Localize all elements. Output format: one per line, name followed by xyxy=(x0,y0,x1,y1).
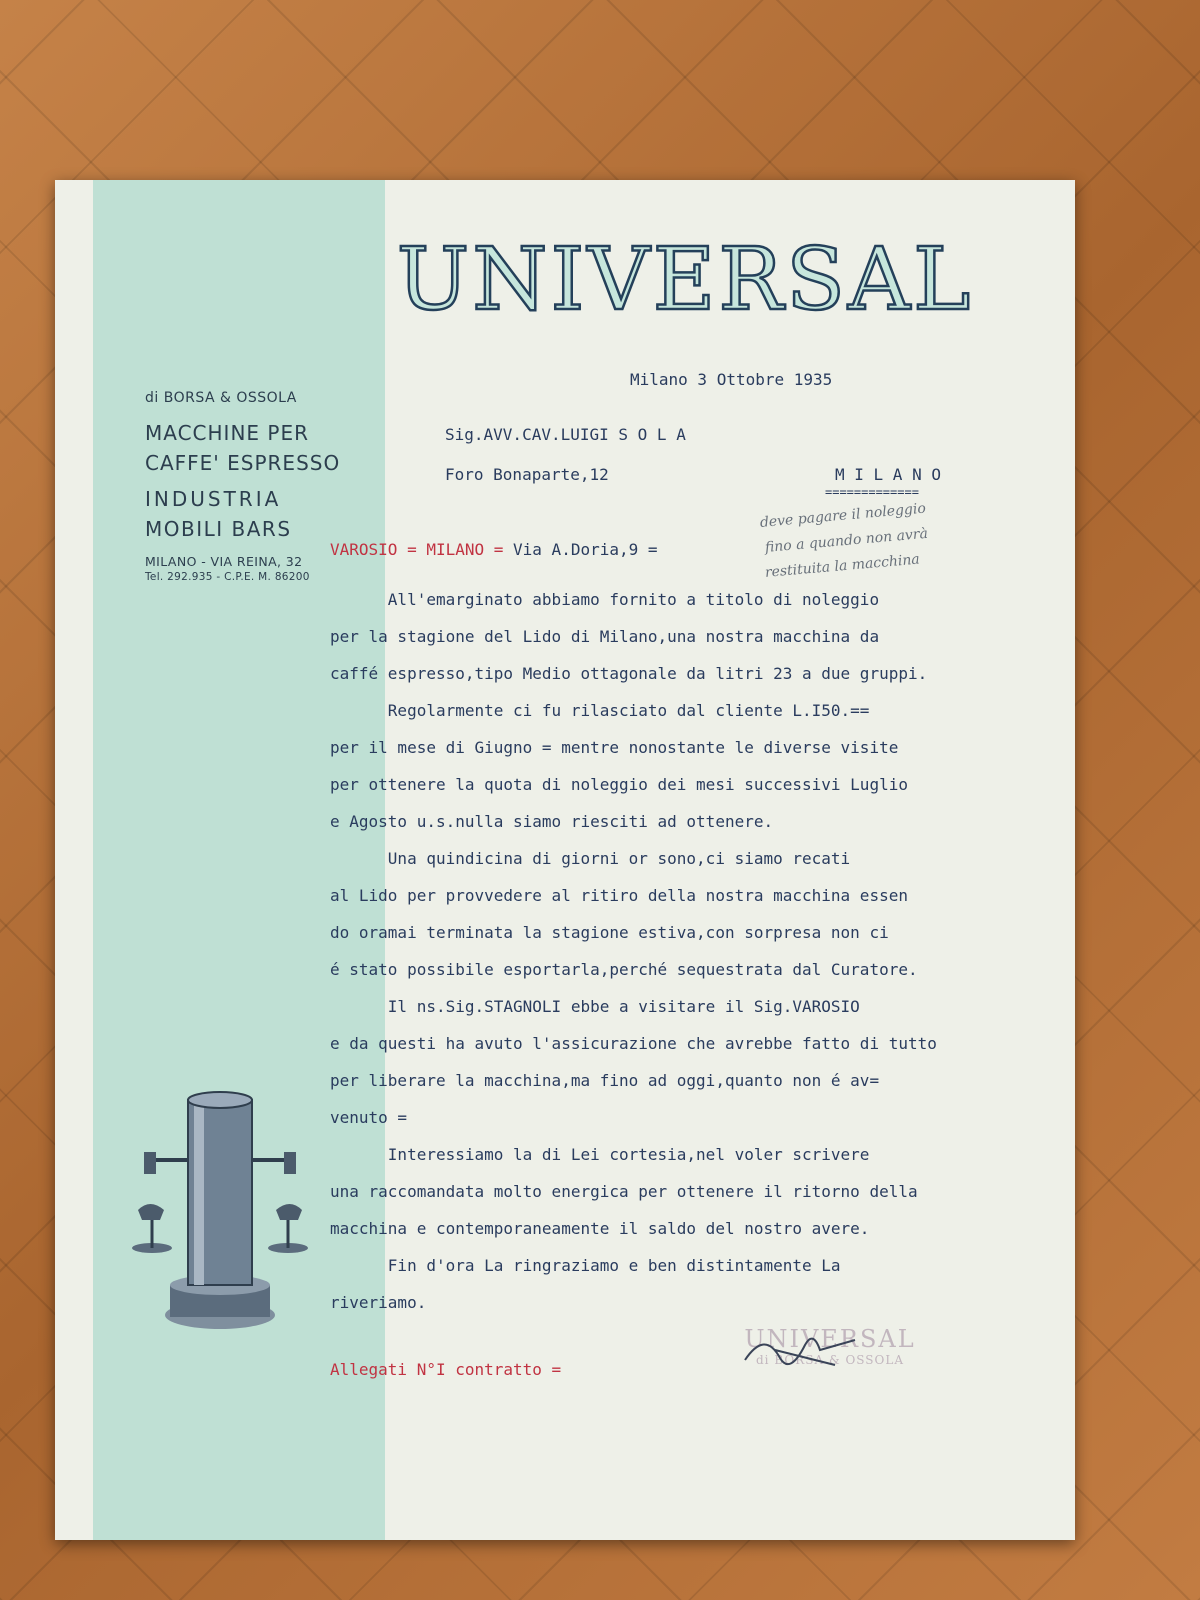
addressee-name: Sig.AVV.CAV.LUIGI S O L A xyxy=(445,425,686,444)
company-line-4: MOBILI BARS xyxy=(145,517,292,541)
subject-client: VAROSIO = MILANO = xyxy=(330,540,504,559)
letter-body-line: Fin d'ora La ringraziamo e ben distintamente La xyxy=(330,1256,841,1275)
letter-sheet xyxy=(55,180,1075,1540)
letter-body-line: al Lido per provvedere al ritiro della nostra macchina essen xyxy=(330,886,908,905)
letter-body-line: e Agosto u.s.nulla siamo riesciti ad ottenere. xyxy=(330,812,774,831)
company-line-2: CAFFE' ESPRESSO xyxy=(145,451,341,475)
letter-body-line: All'emarginato abbiamo fornito a titolo di noleggio xyxy=(330,590,880,609)
brand-logo: UNIVERSAL xyxy=(396,230,974,330)
subject-line xyxy=(330,540,658,559)
company-proprietor: di BORSA & OSSOLA xyxy=(145,390,297,406)
company-address: MILANO - VIA REINA, 32 xyxy=(145,554,303,569)
letter-body-line: caffé espresso,tipo Medio ottagonale da litri 23 a due gruppi. xyxy=(330,664,928,683)
addressee-city: M I L A N O xyxy=(835,465,941,484)
addressee-street: Foro Bonaparte,12 xyxy=(445,465,609,484)
subject-address: Via A.Doria,9 = xyxy=(503,540,658,559)
handwritten-note-line-3: restituita la macchina xyxy=(764,551,921,581)
letter-body-line: una raccomandata molto energica per ottenere il ritorno della xyxy=(330,1182,918,1201)
company-phone: Tel. 292.935 - C.P.E. M. 86200 xyxy=(145,571,310,583)
letter-date: Milano 3 Ottobre 1935 xyxy=(630,370,833,389)
letter-body-line: per il mese di Giugno = mentre nonostante le diverse visite xyxy=(330,738,899,757)
stamp-title: UNIVERSAL xyxy=(744,1325,916,1353)
letter-body-line: e da questi ha avuto l'assicurazione che avrebbe fatto di tutto xyxy=(330,1034,937,1053)
espresso-machine-illustration xyxy=(130,1080,310,1340)
letter-body-line: Regolarmente ci fu rilasciato dal cliente L.I50.== xyxy=(330,701,870,720)
letter-body-line: Il ns.Sig.STAGNOLI ebbe a visitare il Sig.VAROSIO xyxy=(330,997,860,1016)
handwritten-note-line-2: fino a quando non avrà xyxy=(764,525,929,556)
enclosure-line: Allegati N°I contratto = xyxy=(330,1360,562,1379)
letter-body-line: macchina e contemporaneamente il saldo del nostro avere. xyxy=(330,1219,870,1238)
company-line-3: INDUSTRIA xyxy=(145,487,282,511)
letter-body-line: per la stagione del Lido di Milano,una nostra macchina da xyxy=(330,627,880,646)
letter-body-line: do oramai terminata la stagione estiva,con sorpresa non ci xyxy=(330,923,889,942)
signature xyxy=(735,1320,875,1380)
addressee-city-underline: ============= xyxy=(825,485,919,499)
stamp-subtitle: di BORSA & OSSOLA xyxy=(756,1353,904,1367)
letter-body-line: per liberare la macchina,ma fino ad oggi,quanto non é av= xyxy=(330,1071,880,1090)
company-line-1: MACCHINE PER xyxy=(145,421,310,445)
letter-body-line: venuto = xyxy=(330,1108,408,1127)
letter-body-line: Interessiamo la di Lei cortesia,nel voler scrivere xyxy=(330,1145,870,1164)
handwritten-note-line-1: deve pagare il noleggio xyxy=(759,500,927,531)
letter-body-line: per ottenere la quota di noleggio dei mesi successivi Luglio xyxy=(330,775,908,794)
letter-body-line: Una quindicina di giorni or sono,ci siamo recati xyxy=(330,849,851,868)
letter-body-line: é stato possibile esportarla,perché sequestrata dal Curatore. xyxy=(330,960,918,979)
letter-body-line: riveriamo. xyxy=(330,1293,427,1312)
